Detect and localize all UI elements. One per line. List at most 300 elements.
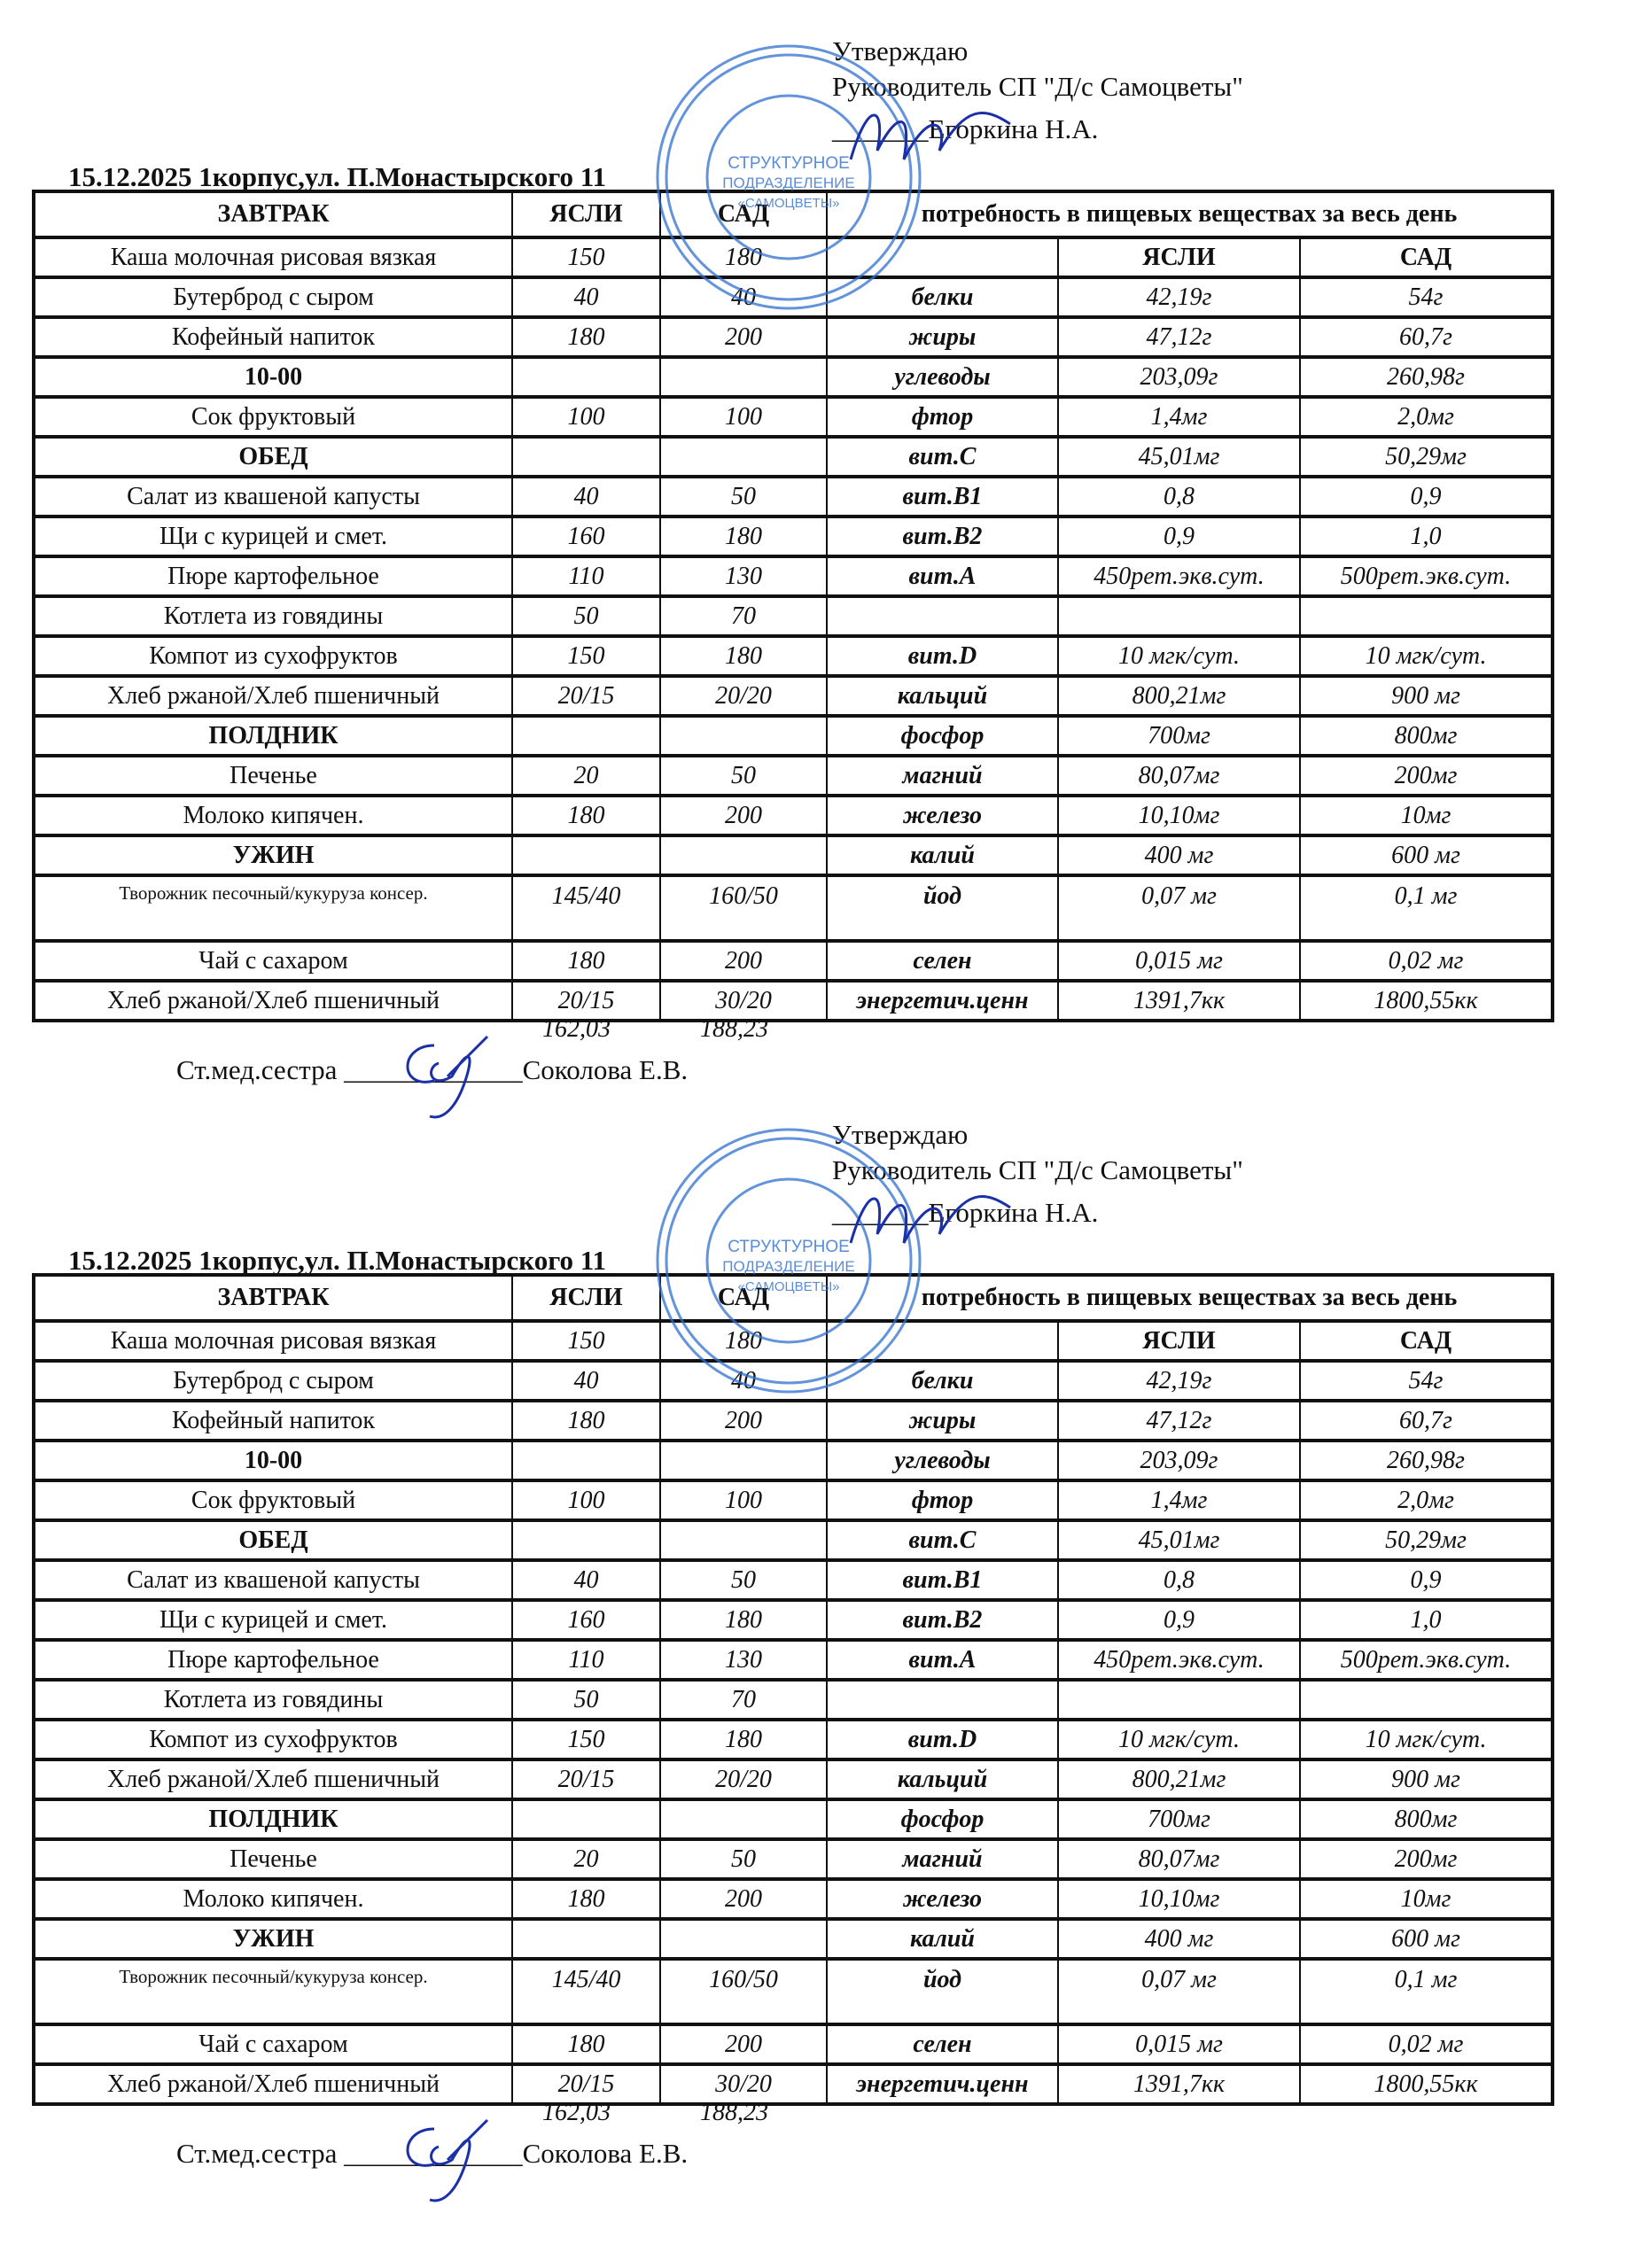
nutrient-nursery: 80,07мг xyxy=(1058,756,1300,796)
nutrient-garden: 60,7г xyxy=(1300,317,1553,357)
nutrient-garden xyxy=(1300,1680,1553,1720)
nursery-portion: 180 xyxy=(512,1879,660,1919)
nutrient-label: вит.А xyxy=(827,1640,1058,1680)
nutrient-label: белки xyxy=(827,277,1058,317)
nursery-portion: 180 xyxy=(512,1401,660,1441)
garden-portion: 70 xyxy=(660,596,827,636)
garden-portion: 200 xyxy=(660,1401,827,1441)
nutrient-garden: 0,1 мг xyxy=(1300,1959,1553,2024)
garden-portion: 130 xyxy=(660,1640,827,1680)
nutrient-nursery: 80,07мг xyxy=(1058,1839,1300,1879)
nutrient-label: йод xyxy=(827,875,1058,941)
approver-name: _______Егоркина Н.А. xyxy=(832,113,1099,144)
nutrient-label: углеводы xyxy=(827,1441,1058,1480)
nursery-portion xyxy=(512,437,660,477)
table-row xyxy=(34,1680,1553,1720)
garden-portion: 200 xyxy=(660,1879,827,1919)
nutrient-garden: 600 мг xyxy=(1300,1919,1553,1959)
page-title: 15.12.2025 1корпус,ул. П.Монастырского 11 xyxy=(68,1245,607,1276)
nutrient-label: вит.В1 xyxy=(827,477,1058,517)
dish-name: Каша молочная рисовая вязкая xyxy=(34,1321,512,1361)
dish-name: 10-00 xyxy=(34,1441,512,1480)
nutrient-garden: 200мг xyxy=(1300,756,1553,796)
nutrient-garden: 200мг xyxy=(1300,1839,1553,1879)
nursery-portion: 150 xyxy=(512,1321,660,1361)
nutrient-label: селен xyxy=(827,941,1058,981)
nursery-portion: 100 xyxy=(512,1480,660,1520)
dish-name: Кофейный напиток xyxy=(34,317,512,357)
garden-portion xyxy=(660,1919,827,1959)
nutrient-garden: 1800,55кк xyxy=(1300,981,1553,1021)
table-row xyxy=(34,676,1553,716)
nutrient-garden: 10 мгк/сут. xyxy=(1300,1720,1553,1759)
dish-name: Пюре картофельное xyxy=(34,1640,512,1680)
table-row xyxy=(34,875,1553,941)
dish-name: Компот из сухофруктов xyxy=(34,636,512,676)
table-header xyxy=(34,1275,1553,1321)
nutrient-garden: 500рет.экв.сут. xyxy=(1300,556,1553,596)
nutrient-nursery xyxy=(1058,596,1300,636)
nutrient-nursery: 400 мг xyxy=(1058,835,1300,875)
nursery-portion: 40 xyxy=(512,477,660,517)
nursery-portion: 20 xyxy=(512,756,660,796)
nutrient-label: вит.С xyxy=(827,1520,1058,1560)
table-row xyxy=(34,1361,1553,1401)
nutrient-garden: САД xyxy=(1300,1321,1553,1361)
nutrient-nursery: 700мг xyxy=(1058,716,1300,756)
nutrient-garden: 0,02 мг xyxy=(1300,941,1553,981)
table-row xyxy=(34,756,1553,796)
garden-portion xyxy=(660,437,827,477)
total-nursery: 162,03 xyxy=(542,1015,611,1043)
nutrient-label: белки xyxy=(827,1361,1058,1401)
table-row xyxy=(34,1839,1553,1879)
nutrient-label: магний xyxy=(827,1839,1058,1879)
nursery-portion xyxy=(512,835,660,875)
nutrient-garden: 900 мг xyxy=(1300,1759,1553,1799)
nutrient-garden: 1800,55кк xyxy=(1300,2064,1553,2104)
dish-name: Чай с сахаром xyxy=(34,2024,512,2064)
nutrient-garden: 800мг xyxy=(1300,716,1553,756)
nutrient-nursery: 800,21мг xyxy=(1058,676,1300,716)
nursery-portion: 20/15 xyxy=(512,2064,660,2104)
nutrient-label: фтор xyxy=(827,397,1058,437)
nutrient-label: калий xyxy=(827,1919,1058,1959)
nutrient-nursery: 45,01мг xyxy=(1058,1520,1300,1560)
dish-name: Кофейный напиток xyxy=(34,1401,512,1441)
table-row xyxy=(34,1520,1553,1560)
nutrient-garden: 10 мгк/сут. xyxy=(1300,636,1553,676)
svg-text:ПОДРАЗДЕЛЕНИЕ: ПОДРАЗДЕЛЕНИЕ xyxy=(722,1258,855,1275)
garden-portion: 20/20 xyxy=(660,1759,827,1799)
dish-name: Молоко кипячен. xyxy=(34,1879,512,1919)
dish-name: Пюре картофельное xyxy=(34,556,512,596)
dish-name: 10-00 xyxy=(34,357,512,397)
garden-portion xyxy=(660,1441,827,1480)
nursery-portion: 40 xyxy=(512,277,660,317)
dish-name: Салат из квашеной капусты xyxy=(34,1560,512,1600)
table-row xyxy=(34,517,1553,556)
garden-portion: 180 xyxy=(660,1600,827,1640)
nutrient-label: жиры xyxy=(827,1401,1058,1441)
table-row xyxy=(34,1799,1553,1839)
dish-name: Печенье xyxy=(34,1839,512,1879)
nutrient-label xyxy=(827,1680,1058,1720)
header-needs: потребность в пищевых веществах за весь день xyxy=(827,191,1553,237)
approval-heading: Утверждаю xyxy=(832,35,969,66)
nutrient-label: энергетич.ценн xyxy=(827,2064,1058,2104)
nutrient-label: вит.В2 xyxy=(827,1600,1058,1640)
nutrient-nursery: 203,09г xyxy=(1058,357,1300,397)
nutrient-garden: 2,0мг xyxy=(1300,397,1553,437)
nursery-portion: 160 xyxy=(512,517,660,556)
nutrient-garden: 0,9 xyxy=(1300,477,1553,517)
approval-heading: Утверждаю xyxy=(832,1119,969,1150)
garden-portion: 50 xyxy=(660,756,827,796)
svg-text:ПОДРАЗДЕЛЕНИЕ: ПОДРАЗДЕЛЕНИЕ xyxy=(722,175,855,191)
nutrient-nursery: 450рет.экв.сут. xyxy=(1058,1640,1300,1680)
nutrient-garden: 50,29мг xyxy=(1300,1520,1553,1560)
table-row xyxy=(34,1720,1553,1759)
nutrient-nursery: 45,01мг xyxy=(1058,437,1300,477)
garden-portion xyxy=(660,716,827,756)
table-row xyxy=(34,317,1553,357)
nutrient-nursery: 0,8 xyxy=(1058,477,1300,517)
table-row xyxy=(34,796,1553,835)
svg-text:«САМОЦВЕТЫ»: «САМОЦВЕТЫ» xyxy=(737,1279,840,1294)
nutrient-nursery: 0,015 мг xyxy=(1058,941,1300,981)
table-row xyxy=(34,2064,1553,2104)
nutrient-label: вит.D xyxy=(827,636,1058,676)
nutrient-label: железо xyxy=(827,796,1058,835)
nutrient-garden: 50,29мг xyxy=(1300,437,1553,477)
dish-name: Хлеб ржаной/Хлеб пшеничный xyxy=(34,1759,512,1799)
dish-name: Бутерброд с сыром xyxy=(34,1361,512,1401)
nutrient-label: кальций xyxy=(827,676,1058,716)
dish-name: Хлеб ржаной/Хлеб пшеничный xyxy=(34,2064,512,2104)
dish-name: Сок фруктовый xyxy=(34,1480,512,1520)
nursery-portion: 180 xyxy=(512,2024,660,2064)
nursery-portion: 40 xyxy=(512,1560,660,1600)
nutrient-nursery xyxy=(1058,1680,1300,1720)
total-nursery: 162,03 xyxy=(542,2099,611,2126)
table-row xyxy=(34,277,1553,317)
nutrient-label: калий xyxy=(827,835,1058,875)
nutrient-nursery: 1,4мг xyxy=(1058,1480,1300,1520)
nutrient-garden: 800мг xyxy=(1300,1799,1553,1839)
nutrient-nursery: 10 мгк/сут. xyxy=(1058,1720,1300,1759)
nutrient-label: фосфор xyxy=(827,716,1058,756)
table-row xyxy=(34,1640,1553,1680)
garden-portion: 30/20 xyxy=(660,2064,827,2104)
nutrient-label: вит.D xyxy=(827,1720,1058,1759)
dish-name: Салат из квашеной капусты xyxy=(34,477,512,517)
nutrient-garden: 54г xyxy=(1300,1361,1553,1401)
nutrient-garden: 2,0мг xyxy=(1300,1480,1553,1520)
nursery-portion: 180 xyxy=(512,941,660,981)
page-title: 15.12.2025 1корпус,ул. П.Монастырского 11 xyxy=(68,161,607,192)
approver-name: _______Егоркина Н.А. xyxy=(832,1197,1099,1228)
table-row xyxy=(34,397,1553,437)
nutrient-label: углеводы xyxy=(827,357,1058,397)
nutrient-garden: 10мг xyxy=(1300,796,1553,835)
nutrient-nursery: 0,07 мг xyxy=(1058,1959,1300,2024)
dish-name: Творожник песочный/кукуруза консер. xyxy=(34,1959,512,2024)
garden-portion: 180 xyxy=(660,1321,827,1361)
table-row xyxy=(34,1441,1553,1480)
nursery-portion xyxy=(512,1799,660,1839)
table-row xyxy=(34,1401,1553,1441)
svg-text:СТРУКТУРНОЕ: СТРУКТУРНОЕ xyxy=(728,1238,850,1256)
nutrient-garden: 10мг xyxy=(1300,1879,1553,1919)
nutrient-garden: 0,9 xyxy=(1300,1560,1553,1600)
dish-name: ОБЕД xyxy=(34,437,512,477)
header-garden: САД xyxy=(660,191,827,237)
nutrient-label: энергетич.ценн xyxy=(827,981,1058,1021)
nursery-portion: 150 xyxy=(512,237,660,277)
nutrient-label xyxy=(827,1321,1058,1361)
dish-name: Творожник песочный/кукуруза консер. xyxy=(34,875,512,941)
nursery-portion: 20/15 xyxy=(512,676,660,716)
garden-portion: 50 xyxy=(660,1560,827,1600)
nutrient-label: вит.С xyxy=(827,437,1058,477)
nutrient-garden xyxy=(1300,596,1553,636)
garden-portion xyxy=(660,357,827,397)
table-row xyxy=(34,556,1553,596)
dish-name: Бутерброд с сыром xyxy=(34,277,512,317)
table-row xyxy=(34,1959,1553,2024)
nursery-portion: 145/40 xyxy=(512,875,660,941)
nursery-portion: 180 xyxy=(512,317,660,357)
nutrient-nursery: 800,21мг xyxy=(1058,1759,1300,1799)
nutrient-label: вит.В1 xyxy=(827,1560,1058,1600)
dish-name: Печенье xyxy=(34,756,512,796)
nutrient-nursery: 0,8 xyxy=(1058,1560,1300,1600)
menu-table xyxy=(32,190,1554,1022)
menu-table xyxy=(32,1273,1554,2106)
nutrient-nursery: 400 мг xyxy=(1058,1919,1300,1959)
table-row xyxy=(34,1560,1553,1600)
nursery-portion: 50 xyxy=(512,1680,660,1720)
nutrient-nursery: 203,09г xyxy=(1058,1441,1300,1480)
garden-portion: 50 xyxy=(660,477,827,517)
nursery-portion xyxy=(512,1919,660,1959)
nutrient-nursery: 47,12г xyxy=(1058,1401,1300,1441)
nutrient-nursery: 450рет.экв.сут. xyxy=(1058,556,1300,596)
nutrient-garden: 500рет.экв.сут. xyxy=(1300,1640,1553,1680)
nursery-portion: 110 xyxy=(512,1640,660,1680)
table-row xyxy=(34,1321,1553,1361)
nutrient-nursery: 0,015 мг xyxy=(1058,2024,1300,2064)
nutrient-label: вит.А xyxy=(827,556,1058,596)
garden-portion: 100 xyxy=(660,1480,827,1520)
dish-name: ОБЕД xyxy=(34,1520,512,1560)
dish-name: Щи с курицей и смет. xyxy=(34,1600,512,1640)
nutrient-garden: 60,7г xyxy=(1300,1401,1553,1441)
nutrient-label: кальций xyxy=(827,1759,1058,1799)
dish-name: Щи с курицей и смет. xyxy=(34,517,512,556)
dish-name: УЖИН xyxy=(34,1919,512,1959)
nutrient-nursery: 1391,7кк xyxy=(1058,2064,1300,2104)
garden-portion: 50 xyxy=(660,1839,827,1879)
header-garden: САД xyxy=(660,1275,827,1321)
nursery-portion xyxy=(512,1441,660,1480)
nutrient-nursery: 700мг xyxy=(1058,1799,1300,1839)
nutrient-label xyxy=(827,596,1058,636)
nursery-portion: 110 xyxy=(512,556,660,596)
table-row xyxy=(34,1480,1553,1520)
table-row xyxy=(34,716,1553,756)
table-row xyxy=(34,437,1553,477)
dish-name: Хлеб ржаной/Хлеб пшеничный xyxy=(34,676,512,716)
dish-name: Котлета из говядины xyxy=(34,1680,512,1720)
nursery-portion: 40 xyxy=(512,1361,660,1401)
garden-portion: 180 xyxy=(660,517,827,556)
nutrient-nursery: ЯСЛИ xyxy=(1058,237,1300,277)
garden-portion: 160/50 xyxy=(660,1959,827,2024)
table-row xyxy=(34,2024,1553,2064)
dish-name: УЖИН xyxy=(34,835,512,875)
nutrient-garden: 600 мг xyxy=(1300,835,1553,875)
nutrient-garden: 0,1 мг xyxy=(1300,875,1553,941)
table-row xyxy=(34,981,1553,1021)
table-row xyxy=(34,636,1553,676)
nurse-signature-line: Ст.мед.сестра _____________Соколова Е.В. xyxy=(176,2138,689,2169)
nutrient-label: магний xyxy=(827,756,1058,796)
garden-portion xyxy=(660,1520,827,1560)
garden-portion xyxy=(660,1799,827,1839)
garden-portion: 180 xyxy=(660,636,827,676)
nutrient-nursery: 0,07 мг xyxy=(1058,875,1300,941)
table-row xyxy=(34,835,1553,875)
nursery-portion: 180 xyxy=(512,796,660,835)
nutrient-garden: 1,0 xyxy=(1300,1600,1553,1640)
table-row xyxy=(34,357,1553,397)
nursery-portion: 150 xyxy=(512,636,660,676)
nutrient-label: селен xyxy=(827,2024,1058,2064)
nutrient-garden: 900 мг xyxy=(1300,676,1553,716)
total-garden: 188,23 xyxy=(700,2099,768,2126)
total-garden: 188,23 xyxy=(700,1015,768,1043)
nutrient-garden: 260,98г xyxy=(1300,357,1553,397)
nutrient-label: йод xyxy=(827,1959,1058,2024)
table-row xyxy=(34,596,1553,636)
garden-portion: 30/20 xyxy=(660,981,827,1021)
nutrient-nursery: 42,19г xyxy=(1058,277,1300,317)
menu-sheet xyxy=(0,1084,1650,2182)
table-row xyxy=(34,1600,1553,1640)
garden-portion: 200 xyxy=(660,941,827,981)
table-row xyxy=(34,237,1553,277)
dish-name: ПОЛДНИК xyxy=(34,716,512,756)
table-row xyxy=(34,941,1553,981)
nutrient-label: железо xyxy=(827,1879,1058,1919)
nurse-signature-line: Ст.мед.сестра _____________Соколова Е.В. xyxy=(176,1054,689,1085)
dish-name: Сок фруктовый xyxy=(34,397,512,437)
garden-portion: 20/20 xyxy=(660,676,827,716)
nutrient-nursery: 1391,7кк xyxy=(1058,981,1300,1021)
nutrient-nursery: 1,4мг xyxy=(1058,397,1300,437)
dish-name: Хлеб ржаной/Хлеб пшеничный xyxy=(34,981,512,1021)
nursery-portion xyxy=(512,357,660,397)
nutrient-garden: 0,02 мг xyxy=(1300,2024,1553,2064)
nursery-portion: 20/15 xyxy=(512,1759,660,1799)
nutrient-nursery: 10,10мг xyxy=(1058,1879,1300,1919)
nutrient-garden: 54г xyxy=(1300,277,1553,317)
garden-portion: 160/50 xyxy=(660,875,827,941)
nutrient-nursery: 10,10мг xyxy=(1058,796,1300,835)
table-row xyxy=(34,1919,1553,1959)
table-row xyxy=(34,477,1553,517)
garden-portion: 100 xyxy=(660,397,827,437)
nursery-portion: 145/40 xyxy=(512,1959,660,2024)
garden-portion: 200 xyxy=(660,2024,827,2064)
nursery-portion xyxy=(512,716,660,756)
nutrient-label: фтор xyxy=(827,1480,1058,1520)
header-meal: ЗАВТРАК xyxy=(34,191,512,237)
nursery-portion: 50 xyxy=(512,596,660,636)
approver-position: Руководитель СП "Д/с Самоцветы" xyxy=(832,71,1243,102)
dish-name: Компот из сухофруктов xyxy=(34,1720,512,1759)
nursery-portion: 20/15 xyxy=(512,981,660,1021)
table-row xyxy=(34,1879,1553,1919)
garden-portion: 200 xyxy=(660,796,827,835)
table-header xyxy=(34,191,1553,237)
garden-portion: 180 xyxy=(660,1720,827,1759)
table-row xyxy=(34,1759,1553,1799)
header-nursery: ЯСЛИ xyxy=(512,1275,660,1321)
garden-portion xyxy=(660,835,827,875)
garden-portion: 40 xyxy=(660,277,827,317)
dish-name: Каша молочная рисовая вязкая xyxy=(34,237,512,277)
approver-position: Руководитель СП "Д/с Самоцветы" xyxy=(832,1154,1243,1185)
nutrient-nursery: 42,19г xyxy=(1058,1361,1300,1401)
nutrient-nursery: 0,9 xyxy=(1058,1600,1300,1640)
dish-name: Молоко кипячен. xyxy=(34,796,512,835)
garden-portion: 130 xyxy=(660,556,827,596)
svg-text:«САМОЦВЕТЫ»: «САМОЦВЕТЫ» xyxy=(737,196,840,211)
nutrient-label: вит.В2 xyxy=(827,517,1058,556)
menu-sheet xyxy=(0,0,1650,1099)
nutrient-label: фосфор xyxy=(827,1799,1058,1839)
nursery-portion: 100 xyxy=(512,397,660,437)
nursery-portion: 20 xyxy=(512,1839,660,1879)
nutrient-nursery: ЯСЛИ xyxy=(1058,1321,1300,1361)
nutrient-label: жиры xyxy=(827,317,1058,357)
dish-name: Котлета из говядины xyxy=(34,596,512,636)
garden-portion: 40 xyxy=(660,1361,827,1401)
header-meal: ЗАВТРАК xyxy=(34,1275,512,1321)
header-nursery: ЯСЛИ xyxy=(512,191,660,237)
nutrient-nursery: 0,9 xyxy=(1058,517,1300,556)
nutrient-garden: 1,0 xyxy=(1300,517,1553,556)
nursery-portion xyxy=(512,1520,660,1560)
garden-portion: 180 xyxy=(660,237,827,277)
nursery-portion: 160 xyxy=(512,1600,660,1640)
nutrient-garden: САД xyxy=(1300,237,1553,277)
garden-portion: 70 xyxy=(660,1680,827,1720)
garden-portion: 200 xyxy=(660,317,827,357)
nutrient-nursery: 10 мгк/сут. xyxy=(1058,636,1300,676)
nutrient-label xyxy=(827,237,1058,277)
header-needs: потребность в пищевых веществах за весь день xyxy=(827,1275,1553,1321)
nutrient-nursery: 47,12г xyxy=(1058,317,1300,357)
dish-name: ПОЛДНИК xyxy=(34,1799,512,1839)
nursery-portion: 150 xyxy=(512,1720,660,1759)
dish-name: Чай с сахаром xyxy=(34,941,512,981)
nutrient-garden: 260,98г xyxy=(1300,1441,1553,1480)
svg-text:СТРУКТУРНОЕ: СТРУКТУРНОЕ xyxy=(728,154,850,173)
